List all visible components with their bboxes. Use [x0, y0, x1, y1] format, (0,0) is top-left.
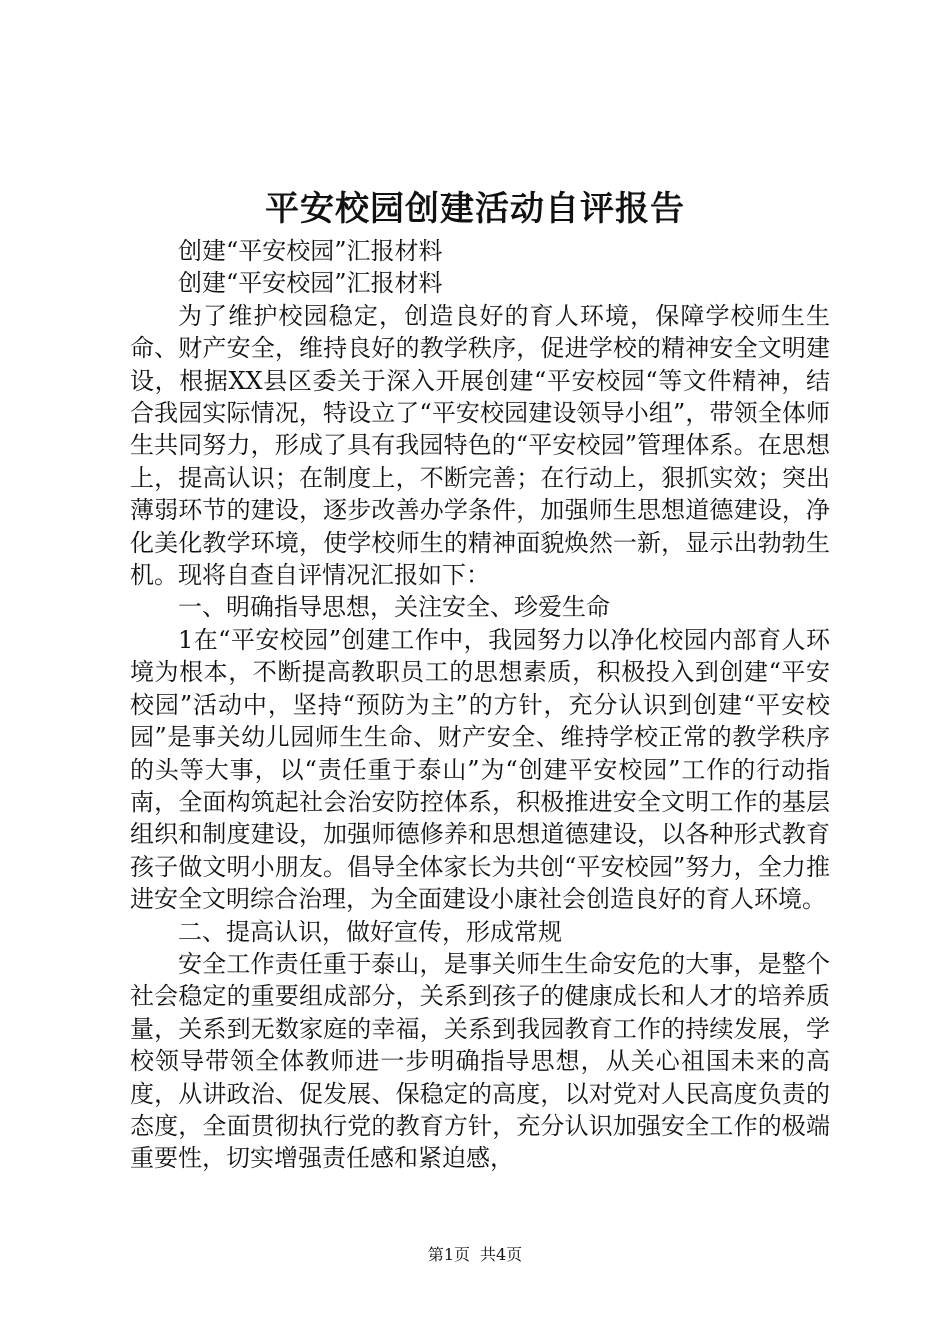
paragraph: 安全工作责任重于泰山，是事关师生生命安危的大事，是整个社会稳定的重要组成部分，关系到孩子的健康成长和人才的培养质量，关系到无数家庭的幸福，关系到我园教育工作的持续发展，学校领导带领全体教师进一步明确指导思想，从关心祖国未来的高度，从讲政治、促发展、保稳定的高度，以对党对人民高度负责的态度，全面贯彻执行党的教育方针，充分认识加强安全工作的极端重要性，切实增强责任感和紧迫感，	[130, 949, 830, 1173]
page-total: 共4页	[480, 1245, 523, 1264]
paragraph: 为了维护校园稳定，创造良好的育人环境，保障学校师生生命、财产安全，维持良好的教学秩序，促进学校的精神安全文明建设，根据XX县区委关于深入开展创建“平安校园“等文件精神，结合我园实际情况，特设立了“平安校园建设领导小组”，带领全体师生共同努力，形成了具有我园特色的“平安校园”管理体系。在思想上，提高认识；在制度上，不断完善；在行动上，狠抓实效；突出薄弱环节的建设，逐步改善办学条件，加强师生思想道德建设，净化美化教学环境，使学校师生的精神面貌焕然一新，显示出勃勃生机。现将自查自评情况汇报如下：	[130, 301, 830, 590]
document-title: 平安校园创建活动自评报告	[265, 189, 685, 229]
page-number: 第1页	[427, 1245, 470, 1264]
section-heading: 二、提高认识，做好宣传，形成常规	[178, 917, 562, 946]
section-heading: 一、明确指导思想，关注安全、珍爱生命	[178, 593, 610, 622]
page-footer	[0, 1243, 950, 1267]
paragraph: 1在“平安校园”创建工作中，我园努力以净化校园内部育人环境为根本，不断提高教职员工的思想素质，积极投入到创建“平安校园”活动中，坚持“预防为主”的方针，充分认识到创建“平安校园”是事关幼儿园师生生命、财产安全、维持学校正常的教学秩序的头等大事，以“责任重于泰山”为“创建平安校园”工作的行动指南，全面构筑起社会治安防控体系，积极推进安全文明工作的基层组织和制度建设，加强师德修养和思想道德建设，以各种形式教育孩子做文明小朋友。倡导全体家长为共创“平安校园”努力，全力推进安全文明综合治理，为全面建设小康社会创造良好的育人环境。	[130, 625, 830, 914]
paragraph: 创建“平安校园”汇报材料	[178, 237, 443, 265]
paragraph: 创建“平安校园”汇报材料	[178, 269, 443, 298]
document-body	[130, 235, 830, 1175]
